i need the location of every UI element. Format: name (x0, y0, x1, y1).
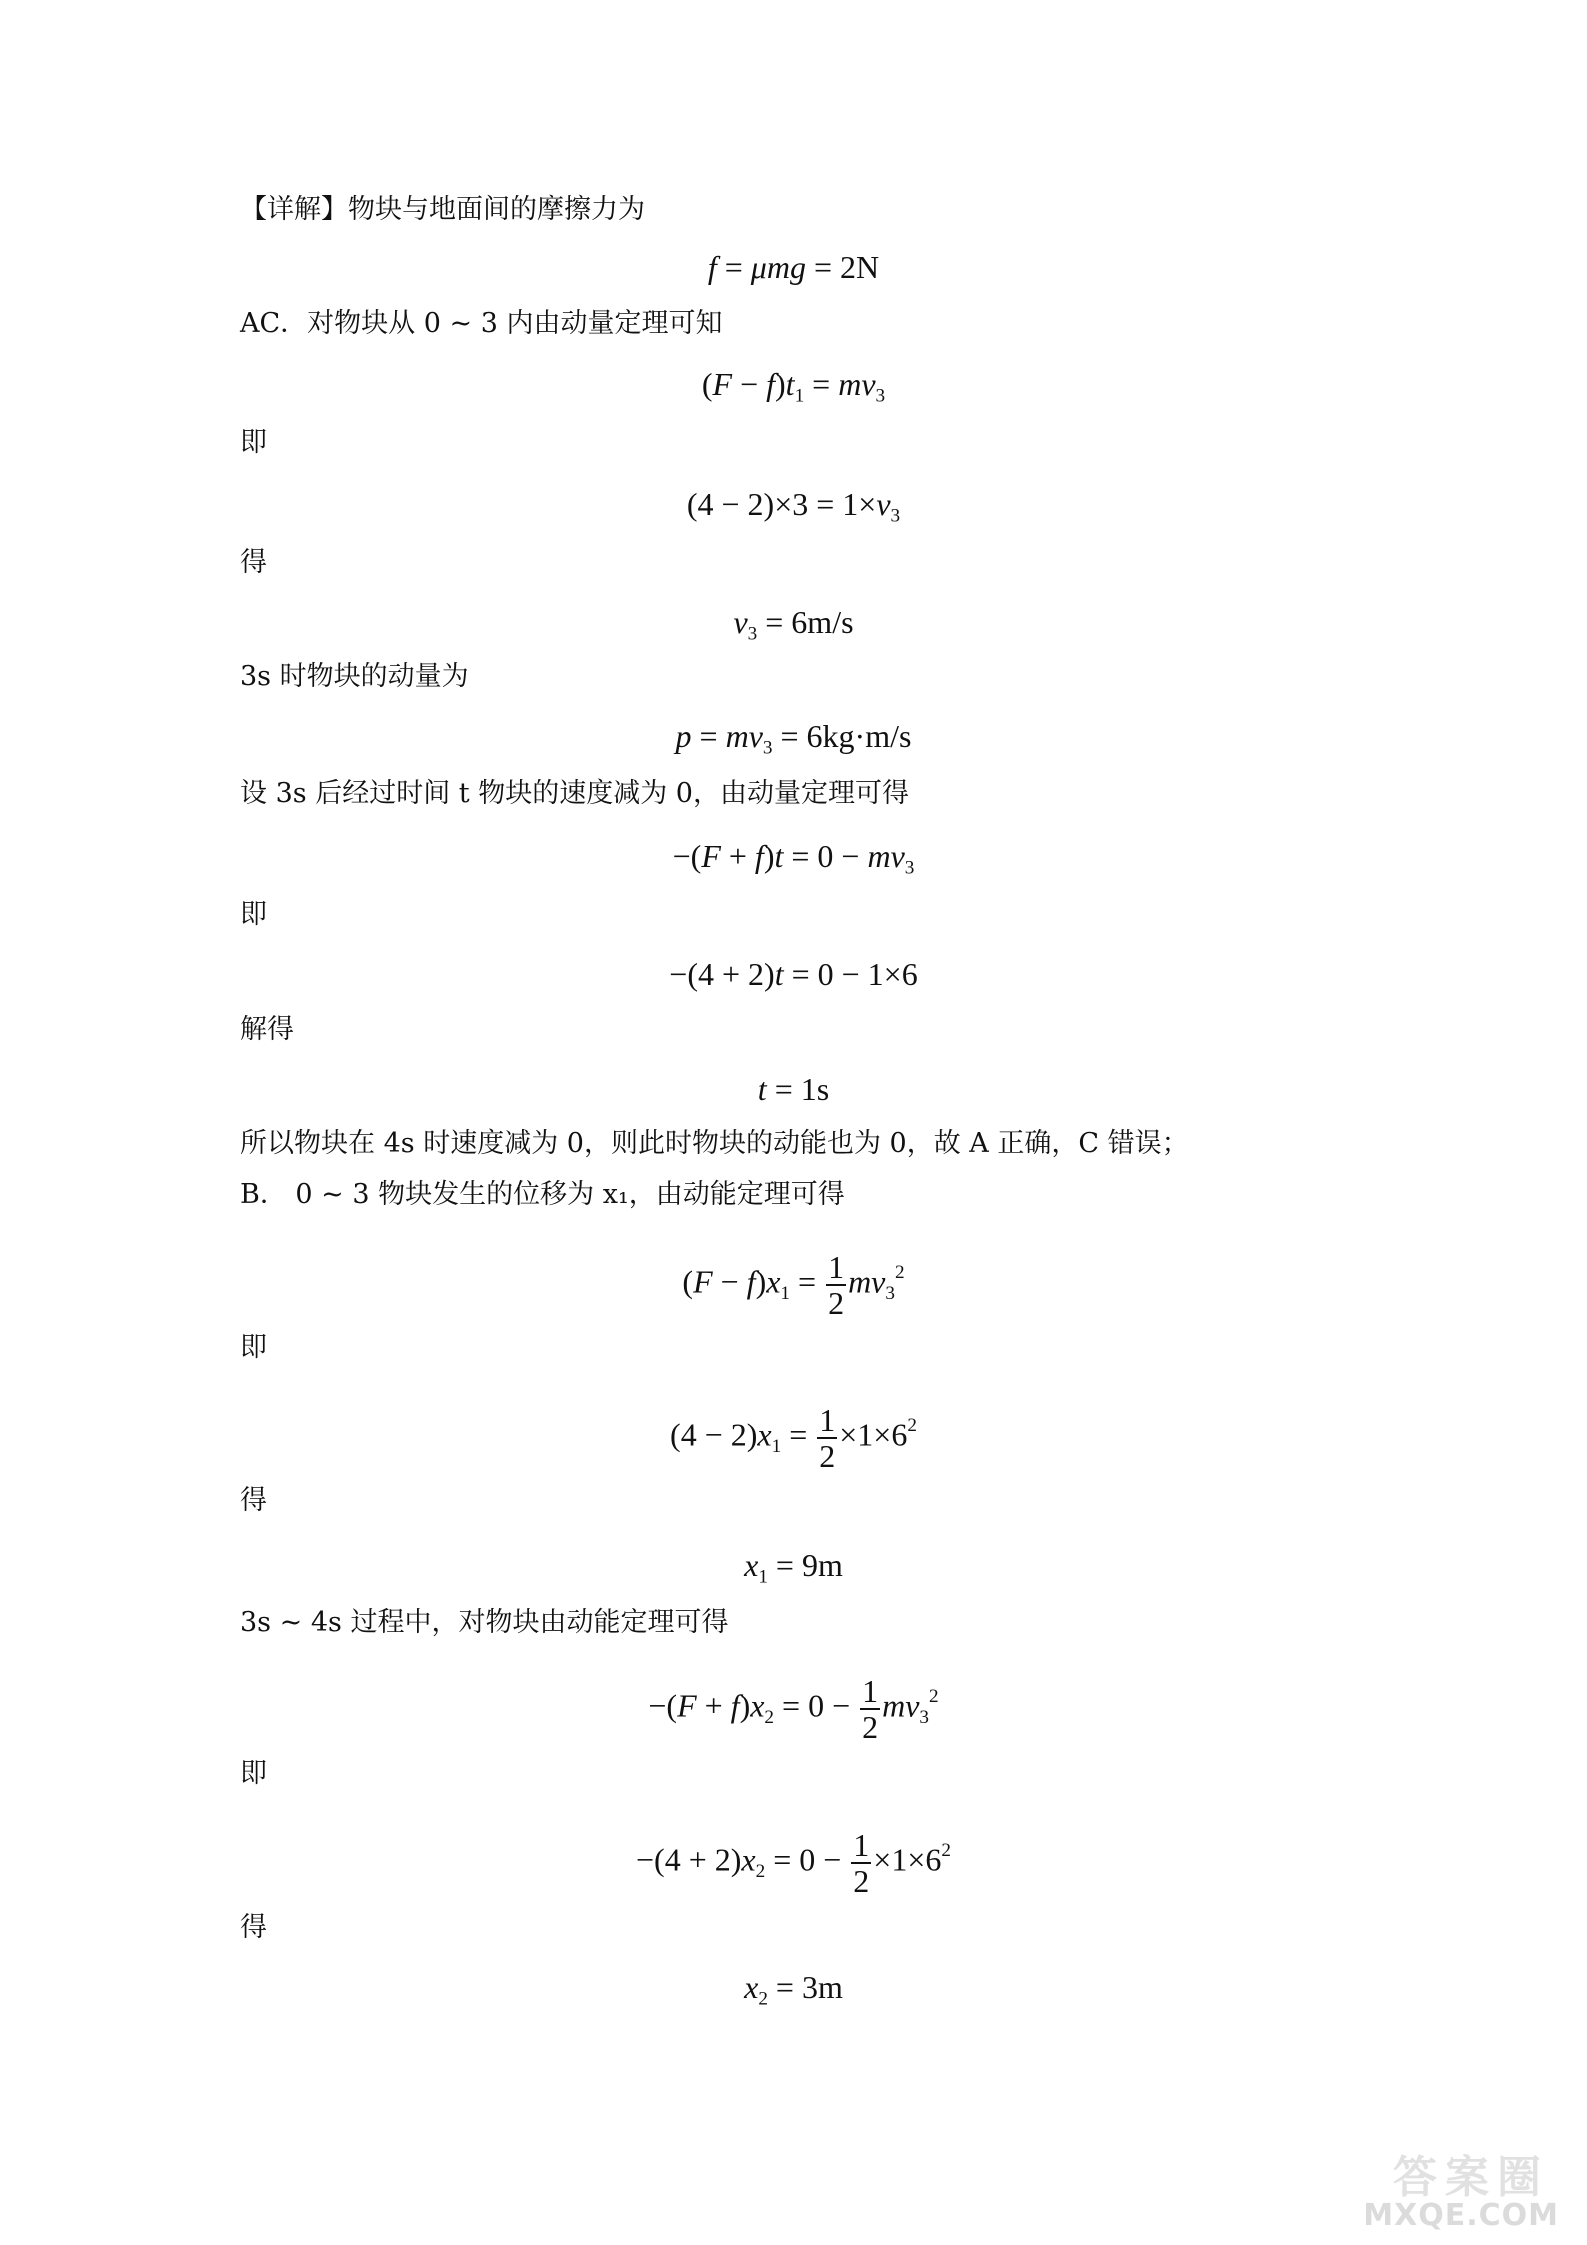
t-value: = 1s (774, 1071, 830, 1107)
set-t-text: 设 3s 后经过时间 t 物块的速度减为 0，由动量定理可得 (240, 778, 909, 809)
equation-impulse-numeric: $(4 - 2)\times 3 = 1\times v_3$ (686, 486, 901, 527)
jiede-text: 解得 (240, 1014, 294, 1045)
equation-t: t = 1s (757, 1071, 830, 1107)
ji-text-4: 即 (240, 1758, 267, 1789)
equation-work-energy-accel: $(F - f)x_1$ = $\frac{1}{2}$ $mv_3^2$ (682, 1249, 905, 1322)
equation-friction: f = μmg = 2N (707, 249, 880, 285)
momentum-3s-text: 3s 时物块的动量为 (240, 661, 469, 692)
equation-momentum: $p = mv_3 = 6kg\cdot m/s$ (675, 718, 912, 759)
v3-value: = 6m/s (765, 604, 854, 640)
de-text-2: 得 (240, 1485, 267, 1516)
b-intro-text: B． 0 ~ 3 物块发生的位移为 x₁，由动能定理可得 (240, 1179, 845, 1210)
ac-intro-text: AC．对物块从 0 ~ 3 内由动量定理可知 (240, 308, 723, 339)
x2-value: = 3m (775, 1969, 843, 2005)
watermark-brand: 答案圈 (1393, 2152, 1549, 2203)
equation-x1: $x_1 = 9m$ (744, 1547, 843, 1588)
equation-x2: $x_2 = 3m$ (744, 1969, 843, 2010)
watermark (1269, 2141, 1569, 2237)
de-text-3: 得 (240, 1912, 267, 1943)
ji-text-1: 即 (240, 427, 267, 458)
x1-value: = 9m (775, 1547, 843, 1583)
heading-text: 【详解】物块与地面间的摩擦力为 (240, 194, 645, 225)
equation-decel-numeric: −(4 + 2)t = 0 − 1×6 (669, 956, 918, 992)
s3-4-intro-text: 3s ~ 4s 过程中，对物块由动能定理可得 (240, 1607, 729, 1638)
watermark-url: MXQE.COM (1363, 2198, 1559, 2233)
ji-text-2: 即 (240, 899, 267, 930)
equation-work-energy-decel: $-(F + f)x_2 = 0$ − $\frac{1}{2}$ $mv_3^2$ (648, 1673, 939, 1746)
conclusion-a-text: 所以物块在 4s 时速度减为 0，则此时物块的动能也为 0，故 A 正确，C 错误； (240, 1128, 1189, 1159)
friction-value: = 2N (813, 249, 880, 285)
equation-v3: $v_3 = 6m/s$ (733, 604, 854, 645)
equation-work-energy-accel-numeric: $(4 - 2)x_1$ = $\frac{1}{2}$ $\times 1\times 6^2$ (670, 1402, 917, 1475)
momentum-value: = 6kg·m/s (780, 718, 912, 754)
ji-text-3: 即 (240, 1332, 267, 1363)
equation-impulse-accel: $(F - f)t_1 = mv_3$ (701, 366, 886, 407)
equation-impulse-decel: $-(F + f)t = 0 - mv_3$ (672, 838, 915, 879)
de-text-1: 得 (240, 547, 267, 578)
equation-work-energy-decel-numeric: $-(4 + 2)x_2 = 0$ − $\frac{1}{2}$ $\times 1\times 6^2$ (636, 1827, 951, 1900)
